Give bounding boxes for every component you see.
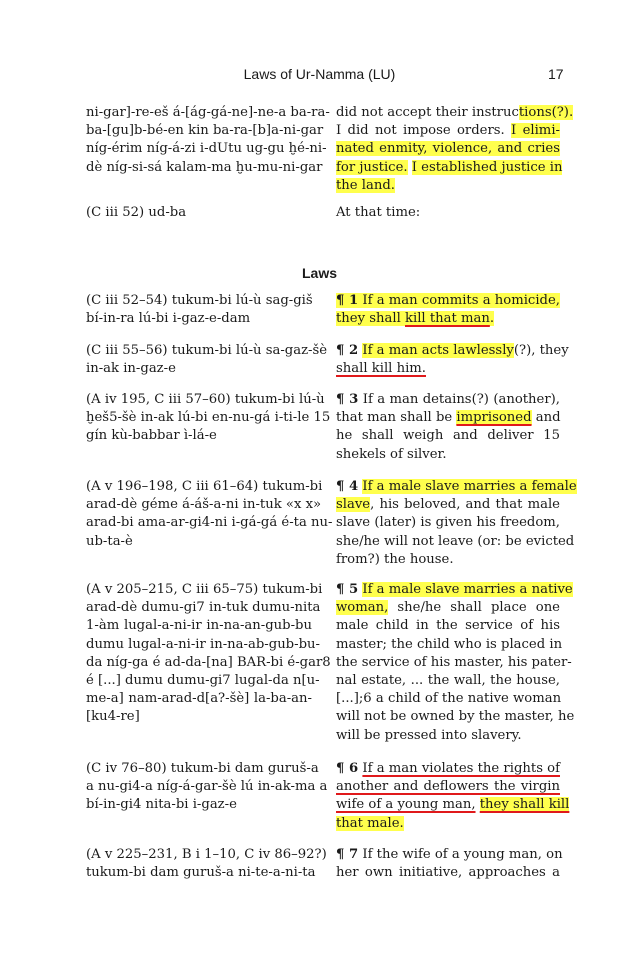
- text-line: dumu lugal-a-ni-ir in-na-ab-gub-bu-: [86, 636, 320, 652]
- text-line: At that time:: [336, 205, 421, 220]
- text-line: did not accept their instructions(?).: [336, 105, 574, 120]
- timeline-sumerian: [86, 204, 312, 222]
- text-line: [336, 159, 563, 177]
- text-line: ub-ta-è: [86, 533, 133, 549]
- text-line: in-ak in-gaz-e: [86, 361, 176, 377]
- text-line: 1-àm lugal-a-ni-ir in-na-an-gub-bu: [86, 618, 312, 634]
- text-line: [336, 140, 560, 158]
- text-line: (A v 196–198, C iii 61–64) tukum-bi: [86, 479, 323, 494]
- text-line: woman, she/he shall place one: [336, 600, 560, 616]
- law-4-english: [336, 478, 577, 569]
- law-1-english: [336, 292, 560, 328]
- highlight: the land.: [336, 177, 395, 193]
- underline: If a man violates the rights of: [362, 761, 560, 776]
- text-line: arad-dè dumu-gi7 in-tuk dumu-nita: [86, 600, 321, 616]
- law-7-sumerian: [86, 846, 327, 882]
- underline: shall kill him.: [336, 361, 426, 377]
- intro-english: [336, 104, 574, 195]
- law-7-english: [336, 846, 563, 882]
- text-line: shekels of silver.: [336, 446, 447, 462]
- law-2-english: [336, 342, 569, 378]
- text-line: male child in the service of his: [336, 618, 560, 634]
- text-line: (A iv 195, C iii 57–60) tukum-bi lú-ù: [86, 392, 325, 407]
- text-line: bí-in-gi4 nita-bi i-gaz-e: [86, 797, 237, 813]
- text-line: (C iii 55–56) tukum-bi lú-ù sa-gaz-šè: [86, 343, 328, 358]
- highlight: nated enmity, violence, and cries: [336, 141, 560, 157]
- text-line: nal estate, ... the wall, the house,: [336, 672, 560, 688]
- underline: wife of a young man,: [336, 797, 476, 813]
- underline: they shall kill: [479, 797, 570, 813]
- text-line: [336, 478, 577, 496]
- text-line: (A v 225–231, B i 1–10, C iv 86–92?): [86, 847, 327, 862]
- law-number: ¶ 4: [336, 479, 359, 494]
- law-number: ¶ 5: [336, 582, 359, 597]
- text-line: é [...] dumu dumu-gi7 lugal-da n[u-: [86, 672, 320, 688]
- text-line: [336, 796, 570, 814]
- text-line: [336, 310, 560, 328]
- highlight: that male.: [336, 815, 404, 831]
- highlight: If a male slave marries a female: [362, 479, 577, 494]
- law-1-sumerian: [86, 292, 312, 328]
- text-line: arad-bi ama-ar-gi4-ni i-gá-gá é-ta nu-: [86, 515, 333, 531]
- text-line: gín kù-babbar ì-lá-e: [86, 428, 217, 444]
- timeline-english: [336, 204, 560, 222]
- highlight: they shall: [336, 311, 405, 327]
- text-line: will be pressed into slavery.: [336, 727, 522, 743]
- highlight: If a man acts lawlessly: [362, 343, 514, 358]
- text-line: her own initiative, approaches a: [336, 865, 560, 881]
- text-line: (C iii 52) ud-ba: [86, 205, 187, 220]
- text-line: ḫeš5-šè in-ak lú-bi en-nu-gá i-ti-le 15: [86, 410, 331, 426]
- text-line: [336, 292, 560, 310]
- text-line: [ku4-re]: [86, 709, 140, 725]
- law-2-sumerian: [86, 342, 328, 378]
- highlight: tions(?).: [518, 105, 574, 120]
- highlight: If a man commits a homicide,: [358, 293, 560, 308]
- text-line: [336, 760, 560, 778]
- text-line: I did not impose orders. I elimi-: [336, 123, 560, 139]
- text-line: ba-[gu]b-bé-en kin ba-ra-[b]a-ni-gar: [86, 123, 324, 139]
- running-header-title: Laws of Ur-Namma (LU): [243, 66, 396, 82]
- text-line: from?) the house.: [336, 551, 454, 567]
- law-number: ¶ 6: [336, 761, 359, 776]
- text-line: [336, 581, 573, 599]
- text-line: ¶ 7 If the wife of a young man, on: [336, 847, 563, 862]
- law-6-sumerian: [86, 760, 328, 815]
- text-line: [336, 177, 560, 195]
- highlight: for justice.: [336, 159, 408, 175]
- law-6-english: [336, 760, 570, 833]
- text-line: she/he will not leave (or: be evicted: [336, 533, 575, 549]
- text-line: slave, his beloved, and that male: [336, 497, 560, 513]
- highlight: If a male slave marries a native: [362, 582, 573, 597]
- text-line: (A v 205–215, C iii 65–75) tukum-bi: [86, 582, 323, 597]
- page-number: 17: [548, 66, 564, 82]
- law-number: ¶ 1: [336, 293, 359, 308]
- text-line: me-a] nam-arad-d[a?-šè] la-ba-an-: [86, 691, 312, 707]
- text-line: (C iv 76–80) tukum-bi dam guruš-a: [86, 761, 319, 776]
- highlight: slave: [336, 497, 371, 513]
- text-line: a nu-gi4-a níg-á-gar-šè lú in-ak-ma a: [86, 779, 328, 795]
- law-5-sumerian: [86, 581, 331, 727]
- text-line: bí-in-ra lú-bi i-gaz-e-dam: [86, 311, 251, 327]
- highlight: I established justice in: [411, 159, 563, 175]
- text-line: arad-dè géme á-áš-a-ni in-tuk «x x»: [86, 497, 322, 513]
- text-line: [...];6 a child of the native woman: [336, 691, 562, 707]
- underline: kill that man: [405, 311, 490, 327]
- text-line: dè níg-si-sá kalam-ma ḫu-mu-ni-gar: [86, 159, 323, 175]
- highlight: I elimi-: [511, 123, 560, 139]
- text-line: tukum-bi dam guruš-a ni-te-a-ni-ta: [86, 865, 316, 881]
- law-4-sumerian: [86, 478, 333, 551]
- text-line: [336, 778, 560, 796]
- text-line: da níg-ga é ad-da-[na] BAR-bi é-gar8: [86, 654, 331, 670]
- text-line: slave (later) is given his freedom,: [336, 515, 560, 531]
- text-line: ¶ 2 If a man acts lawlessly(?), they: [336, 343, 569, 358]
- law-5-english: [336, 581, 575, 745]
- highlight: woman,: [336, 600, 389, 616]
- text-line: [336, 815, 560, 833]
- law-number: ¶ 2: [336, 343, 359, 358]
- underline: imprisoned: [456, 410, 532, 426]
- law-number: ¶ 3: [336, 392, 359, 407]
- text-line: will not be owned by the master, he: [336, 709, 575, 725]
- text-line: níg-érim níg-á-zi i-dUtu ug-gu ḫé-ni-: [86, 141, 327, 157]
- text-line: the service of his master, his pater-: [336, 654, 572, 670]
- text-line: (C iii 52–54) tukum-bi lú-ù sag-giš: [86, 293, 313, 308]
- text-line: master; the child who is placed in: [336, 636, 563, 652]
- text-line: ¶ 3 If a man detains(?) (another),: [336, 392, 560, 407]
- law-3-english: [336, 391, 560, 464]
- text-line: [336, 360, 560, 378]
- underline: another and deflowers the virgin: [336, 779, 560, 795]
- text-line: that man shall be imprisoned and: [336, 410, 561, 426]
- law-3-sumerian: [86, 391, 331, 446]
- law-number: ¶ 7: [336, 847, 359, 862]
- intro-sumerian: [86, 104, 330, 177]
- highlight: .: [489, 311, 495, 327]
- text-line: ni-gar]-re-eš á-[ág-gá-ne]-ne-a ba-ra-: [86, 105, 330, 120]
- section-heading: Laws: [301, 265, 337, 281]
- text-line: he shall weigh and deliver 15: [336, 428, 560, 444]
